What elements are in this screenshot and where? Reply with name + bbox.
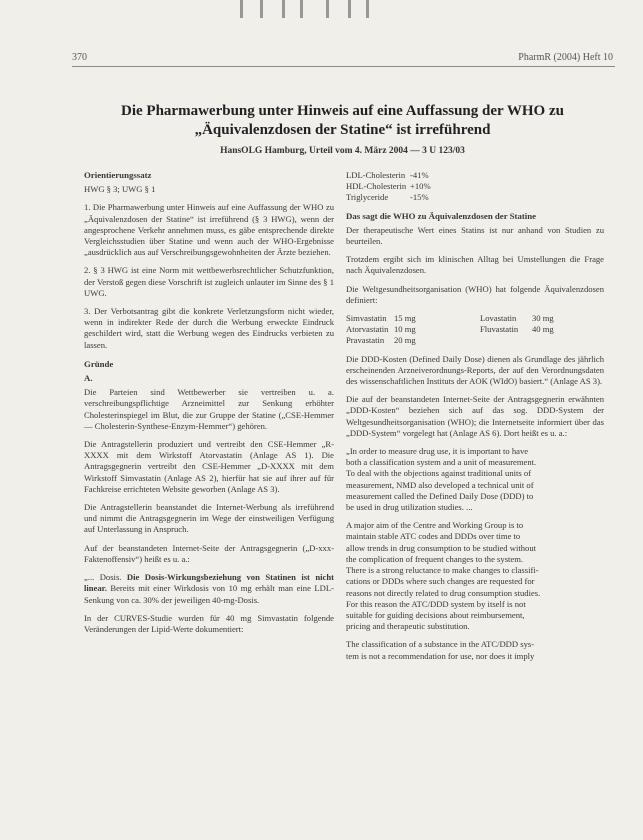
quote-line: both a classification system and a unit of measurement. [346,457,537,468]
lipid-row [346,192,604,203]
dose-amount: 10 mg [394,324,416,335]
quote-line: allow trends in drug consumption to be studied without [346,542,536,553]
quote-line: „In order to measure drug use, it is important to have [346,446,529,457]
dose-amount: 30 mg [532,313,554,324]
lipid-row [346,181,604,192]
dose-drug: Pravastatin [346,335,385,346]
who-quote-measurement [346,446,604,513]
lipid-value: +10% [410,181,431,192]
paragraph-products: Die Antragstellerin produziert und vertreibt den CSE-Hemmer „R-XXXX mit dem Wirkstoff Atorvastatin (Anlage AS 1). Die Antragsgegnerin vertreibt den CSE-Hemmer „D-XXXX mit dem Wirkstoff Simvastatin (Anlage AS 2), hierfür hat sie auf ihrer auf für Fachkreise errichteten Website geworben (Anlage AS 3). [84,439,334,494]
headnote-3: 3. Der Verbotsantrag gibt die konkrete Verletzungsform nicht wieder, wenn in indirekter Rede der durch die Werbung erweckte Eindruck geschildert wird, statt die Werbung wegen des Eindrucks verbieten zu lassen. [84,306,334,350]
court-decision-line: HansOLG Hamburg, Urteil vom 4. März 2004 — 3 U 123/03 [220,146,465,156]
paragraph-website: Auf der beanstandeten Internet-Seite der Antragsgegnerin („D-xxx-Faktenoffensiv“) heißt es u. a.: [84,542,334,564]
journal-reference: PharmR (2004) Heft 10 [518,52,613,63]
headnote-1: 1. Die Pharmawerbung unter Hinweis auf eine Auffassung der WHO zu „Äquivalenzdosen der Statine“ ist irreführend (§ 3 HWG), wenn der angesprochene Verkehr annehmen muss, es gäbe entsprechende direkte Vergleichsstudien über Statine und wenn auch der WHO-Ergebnisse „ausdrücklich aus auf Verschreibungsgewohnheiten der Ärzte beziehen. [84,202,334,258]
quote-line: maintain stable ATC codes and DDDs over time to [346,531,521,542]
quote-line: A major aim of the Centre and Working Group is to [346,520,524,531]
left-column [84,170,334,642]
paragraph-therapeutic-value: Der therapeutische Wert eines Statins ist nur anhand von Studien zu beurteilen. [346,224,604,247]
lipid-values-table [346,170,604,204]
right-column [346,170,604,669]
paragraph-who-definition: Die Weltgesundheitsorganisation (WHO) hat folgende Äquivalenzdosen definiert: [346,283,604,305]
quote-line: measurement called the Defined Daily Dose (DDD) to [346,490,534,501]
dose-drug: Lovastatin [480,313,517,324]
paragraph-complaint: Die Antragstellerin beanstandet die Internet-Werbung als irreführend und nimmt die Antragsgegnerin im Wege der einstweiligen Verfügung auf Unterlassung in Anspruch. [84,502,334,535]
quote-line: There is a strong reluctance to make changes to classifi- [346,565,539,576]
article-title [72,102,613,140]
quote-line: measurement, NMD also developed a technical unit of [346,479,534,490]
paragraph-ddd-costs: Die DDD-Kosten (Defined Daily Dose) dienen als Grundlage des jährlich erscheinenden Arzneiverordnungs-Reports, der auf den Verordnungsdaten des wissenschaftlichen Instituts der AOK (WIdO) basiert.“ (Anlage AS 3). [346,353,604,387]
lipid-name: LDL-Cholesterin [346,170,406,180]
lipid-value: -15% [410,192,429,203]
scan-edge-marks [230,0,390,20]
quote-line: cations or DDDs where such changes are requested for [346,576,535,587]
quote-line: pricing and therapeutic substitution. [346,621,470,632]
quote-line: suitable for guiding decisions about reimbursement, [346,609,525,620]
quote-line: To deal with the objections against traditional units of [346,468,532,479]
header-rule [72,66,615,67]
gruende-heading: Gründe [84,358,114,369]
quote-line: For this reason the ATC/DDD system by itself is not [346,598,526,609]
dose-quote-bold: Die Dosis-Wirkungsbeziehung von Statinen ist nicht linear. [84,572,334,594]
paragraph-clinical-practice: Trotzdem ergibt sich im klinischen Alltag bei Umstellungen die Frage nach Äquivalenzdosen. [346,254,604,276]
paragraph-ddd-system: Die auf der beanstandeten Internet-Seite der Antragsgegnerin erwähnten „DDD-Kosten“ beziehen sich auf das sog. DDD-System der Weltgesundheitsorganisation (WHO); die Internetseite informiert über das „DDD-System“ vorgelegt hat (Anlage AS 6). Dort heißt es u. a.: [346,394,604,438]
quote-line: tem is not a recommendation for use, nor does it imply [346,650,535,661]
lipid-name: HDL-Cholesterin [346,181,407,192]
dose-amount: 20 mg [394,335,416,346]
quote-line: be used in drug utilization studies. ... [346,502,473,513]
dose-drug: Fluvastatin [480,324,519,335]
headnote-2: 2. § 3 HWG ist eine Norm mit wettbewerbsrechtlicher Schutzfunktion, der Verstoß gegen diese Vorschrift ist zugleich unlauter im Sinne des § 1 UWG. [84,265,334,298]
article-title-line1: Die Pharmawerbung unter Hinweis auf eine Auffassung der WHO zu [121,103,564,119]
who-quote-classification [346,639,604,661]
equivalent-doses-table [346,313,604,347]
quote-line: The classification of a substance in the ATC/DDD sys- [346,639,535,650]
page-number: 370 [72,52,87,63]
dose-drug: Simvastatin [346,313,387,324]
dose-amount: 15 mg [394,313,416,324]
paragraph-parties: Die Parteien sind Wettbewerber sie vertreiben u. a. verschreibungspflichtige Arzneimittel zur Senkung erhöhter Cholesterinspiegel im Blut, die zur Gruppe der Statine („CSE-Hemmer — Cholesterin-Synthese-Enzym-Hemmer“) gehören. [84,387,334,431]
who-quote-stability [346,520,604,632]
orientierungssatz-heading: Orientierungssatz [84,170,152,180]
section-a-heading: A. [84,373,93,384]
quote-line: reasons not directly related to drug consumption studies. [346,587,541,598]
dose-amount: 40 mg [532,324,554,335]
paragraph-curves-study: In der CURVES-Studie wurden für 40 mg Simvastatin folgende Veränderungen der Lipid-Werte dokumentiert: [84,612,334,634]
lipid-name: Triglyceride [346,192,389,203]
statute-references: HWG § 3; UWG § 1 [84,184,156,195]
lipid-row [346,170,604,181]
lipid-value: -41% [410,170,429,180]
article-title-line2: „Äquivalenzdosen der Statine“ ist irreführend [194,122,491,138]
dose-quote-rest: Bereits mit einer Wirkdosis von 10 mg erhält man eine LDL-Senkung von ca. 30% der jeweiligen 40-mg-Dosis. [84,583,334,605]
paragraph-dose-quote [84,572,334,606]
dose-drug: Atorvastatin [346,324,389,335]
who-heading: Das sagt die WHO zu Äquivalenzdosen der Statine [346,210,537,221]
quote-line: the complication of frequent changes to the system. [346,553,524,564]
dose-quote-lead: „... Dosis. [84,572,122,583]
